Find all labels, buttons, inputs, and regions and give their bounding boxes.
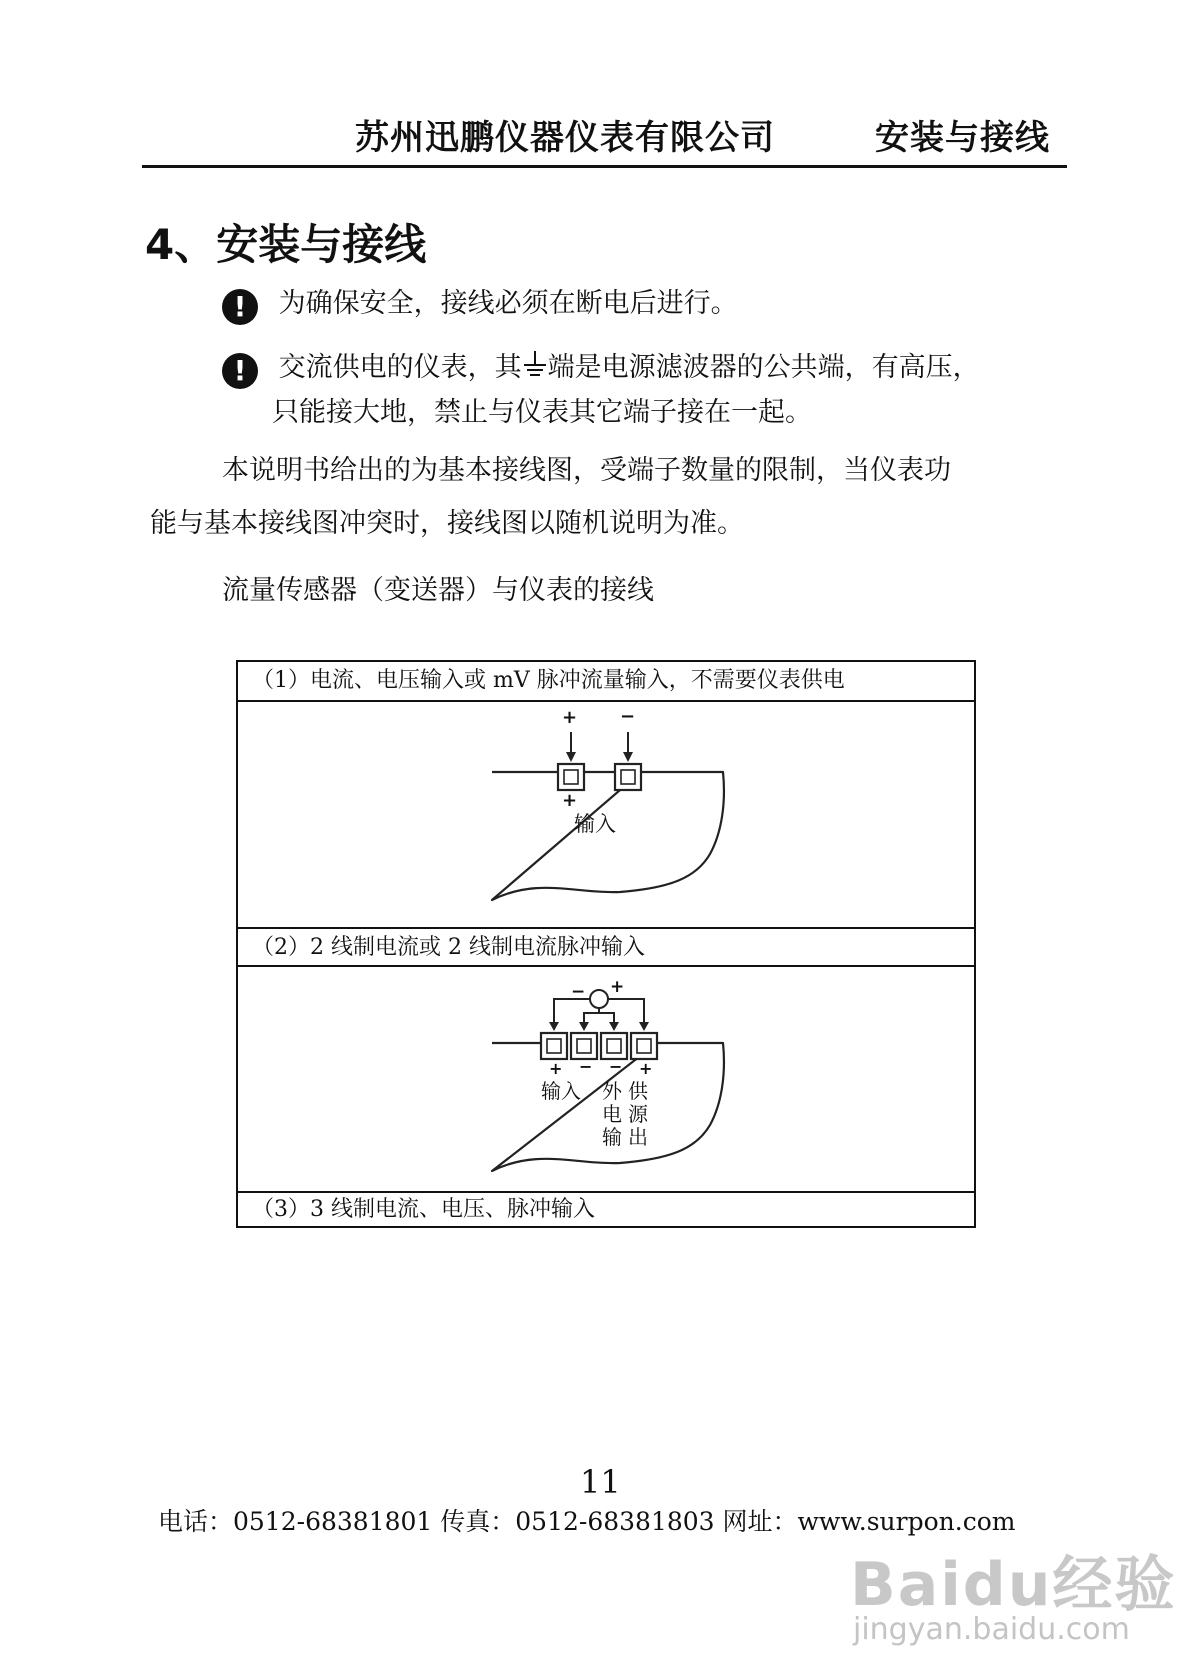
terminal-sign: + bbox=[562, 790, 578, 811]
terminal-sign: + bbox=[562, 707, 578, 728]
page-number: 11 bbox=[580, 1463, 621, 1501]
company-name: 苏州迅鹏仪器仪表有限公司 bbox=[355, 118, 775, 158]
paragraph-line-2: 能与基本接线图冲突时，接线图以随机说明为准。 bbox=[150, 508, 744, 539]
chapter-heading: 4、安装与接线 bbox=[145, 220, 427, 269]
terminal-sign: − bbox=[609, 1057, 623, 1076]
exclamation-circle-icon: ! bbox=[222, 289, 258, 325]
source-label-char: 源 bbox=[628, 1102, 648, 1126]
table-row-caption-1: （1）电流、电压输入或 mV 脉冲流量输入，不需要仪表供电 bbox=[238, 662, 974, 702]
input-label: 输入 bbox=[574, 812, 616, 836]
power-label-char: 电 bbox=[602, 1102, 622, 1126]
external-label-char: 外 bbox=[602, 1079, 622, 1103]
warning-text-part1: 交流供电的仪表，其 bbox=[278, 352, 522, 383]
warning-text-line2: 只能接大地，禁止与仪表其它端子接在一起。 bbox=[272, 397, 812, 428]
table-row-caption-3: （3）3 线制电流、电压、脉冲输入 bbox=[252, 1197, 595, 1222]
input-label: 输入 bbox=[541, 1079, 581, 1103]
table-row-diagram-1 bbox=[238, 702, 974, 929]
warning-item-2 bbox=[222, 350, 980, 389]
header-rule bbox=[142, 165, 1067, 168]
wiring-subtitle: 流量传感器（变送器）与仪表的接线 bbox=[222, 575, 654, 606]
contact-footer: 电话：0512-68381801 传真：0512-68381803 网址：www.surpon.com bbox=[158, 1507, 1016, 1536]
terminal-sign: − bbox=[579, 1057, 593, 1076]
terminal-sign: + bbox=[639, 1059, 653, 1078]
baidu-watermark-url: jingyan.baidu.com bbox=[853, 1612, 1130, 1647]
warning-item-1 bbox=[222, 289, 738, 325]
table-row-caption-2: （2）2 线制电流或 2 线制电流脉冲输入 bbox=[238, 929, 974, 967]
output-label-char: 出 bbox=[628, 1125, 648, 1149]
section-title: 安装与接线 bbox=[875, 118, 1050, 158]
exclamation-circle-icon: ! bbox=[222, 353, 258, 389]
ground-icon bbox=[522, 350, 548, 380]
source-sign: + bbox=[610, 977, 625, 997]
baidu-watermark-logo: Baidu经验 bbox=[850, 1550, 1177, 1620]
source-sign: − bbox=[571, 982, 586, 1002]
terminal-sign: − bbox=[620, 706, 636, 727]
wiring-table bbox=[236, 660, 976, 1228]
terminal-sign: + bbox=[549, 1059, 563, 1078]
table-row-diagram-2 bbox=[238, 967, 974, 1193]
output-label-char: 输 bbox=[602, 1125, 622, 1149]
paragraph-line-1: 本说明书给出的为基本接线图，受端子数量的限制，当仪表功 bbox=[222, 455, 951, 486]
warning-text-part2: 端是电源滤波器的公共端，有高压， bbox=[547, 352, 980, 383]
warning-text: 为确保安全，接线必须在断电后进行。 bbox=[278, 288, 738, 319]
supply-label-char: 供 bbox=[628, 1079, 648, 1103]
